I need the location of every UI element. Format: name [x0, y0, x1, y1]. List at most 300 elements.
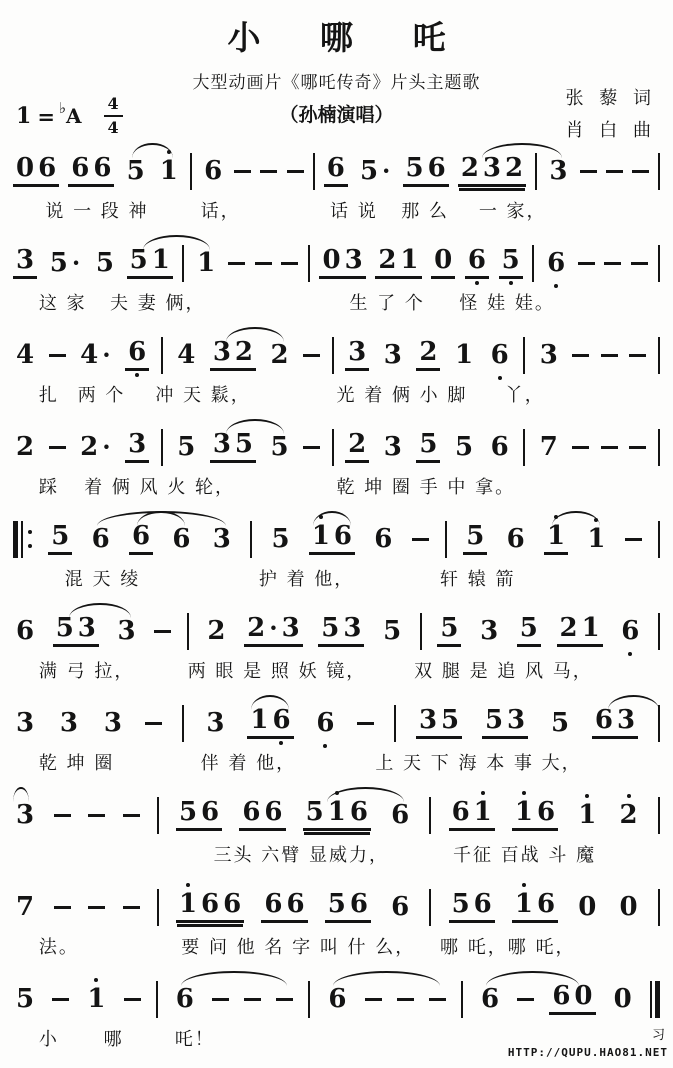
note: 3 [77, 613, 96, 643]
note: 0 [578, 892, 597, 922]
note-group [127, 247, 173, 279]
note-group [477, 618, 501, 644]
slur [143, 235, 210, 250]
note: 5 [484, 705, 504, 735]
barline [461, 981, 463, 1018]
note-group [77, 434, 113, 460]
note: 6 [201, 797, 220, 827]
note-group [325, 891, 371, 923]
barline [658, 337, 660, 374]
note: 1 [513, 891, 535, 917]
note-group [548, 710, 572, 736]
note-group [68, 155, 114, 187]
note: 1 [310, 523, 332, 549]
note-group [268, 434, 292, 460]
note-group [201, 158, 225, 184]
octave-dot-below [475, 281, 479, 285]
dash-note [397, 998, 414, 1001]
note: 5 [271, 524, 290, 554]
dash-note [572, 446, 589, 449]
note: 5 [51, 521, 70, 551]
song-subtitle: 大型动画片《哪吒传奇》片头主题歌 [192, 73, 481, 93]
dash-note [88, 814, 105, 817]
note: 5 [126, 156, 145, 186]
note: 5 [441, 705, 460, 735]
slur [226, 327, 284, 342]
barline [535, 153, 537, 190]
note: 3 [206, 708, 225, 738]
lyric-segment: 那 么 [401, 201, 449, 222]
note-group [452, 342, 476, 368]
note: 1 [545, 523, 567, 549]
slur [486, 971, 579, 986]
barline [532, 245, 534, 282]
note-group [517, 615, 541, 647]
barline [157, 889, 159, 926]
note-group [169, 526, 193, 552]
note: 6 [391, 800, 410, 830]
note-group [13, 342, 37, 368]
note: 6 [38, 153, 57, 183]
note-group [546, 158, 570, 184]
barline [658, 613, 660, 650]
note-group [416, 339, 440, 371]
notation-row [13, 608, 660, 654]
note: 3 [482, 153, 501, 183]
performer-label: （孙楠演唱） [279, 104, 394, 126]
note-group [129, 523, 153, 555]
note: 5 [16, 984, 35, 1014]
note: 5 [550, 708, 570, 738]
note-group [388, 894, 412, 920]
note: 5 [327, 889, 346, 919]
note: 7 [16, 892, 35, 922]
barline [445, 521, 447, 558]
note: 5 [466, 521, 485, 551]
note: 1 [197, 248, 216, 278]
note: 0 [322, 245, 341, 275]
note-group [244, 615, 303, 647]
note: 2 [505, 153, 524, 183]
octave-dot-below [554, 284, 558, 288]
notation-row [13, 516, 660, 562]
octave-dot-below [135, 373, 139, 377]
note: 6 [328, 984, 347, 1014]
key-tonic: A [66, 104, 82, 128]
dash-note [601, 354, 618, 357]
music-line [13, 332, 660, 406]
music-line [13, 884, 660, 958]
barline [161, 429, 163, 466]
lyric-segment: 上 天 下 海 本 事 大， [375, 753, 582, 774]
note-group [371, 526, 395, 552]
lyric-segment: 哪 [103, 1029, 124, 1050]
note: 4 [177, 340, 196, 370]
note: 1 [400, 245, 419, 275]
note-group [84, 986, 108, 1012]
barline [332, 337, 334, 374]
slur [69, 603, 131, 618]
note: 6 [537, 797, 556, 827]
slur [482, 143, 562, 158]
lyric-segment: 着 俩 风 火 轮， [84, 477, 236, 498]
note: 5 · [49, 248, 81, 278]
dash-note [234, 170, 251, 173]
barline [658, 521, 660, 558]
lyrics-row [13, 657, 660, 682]
note: 3 [343, 613, 362, 643]
note-group [125, 339, 149, 371]
notation-row [13, 700, 660, 746]
note: 2 [16, 432, 35, 462]
note-group [157, 158, 181, 184]
note: 2 [378, 245, 397, 275]
note: 6 [201, 889, 220, 919]
note-group [176, 891, 244, 923]
dash-note [606, 170, 623, 173]
lyric-segment: 吒！ [174, 1029, 215, 1050]
dash-note [303, 446, 320, 449]
note-group [611, 986, 635, 1012]
lyrics-row [13, 565, 660, 590]
note-group [478, 986, 502, 1012]
note-group [488, 434, 512, 460]
note: 1 [581, 613, 600, 643]
note: 5 [95, 248, 114, 278]
note: 5 [383, 616, 402, 646]
music-line [13, 148, 660, 222]
note: 2 [419, 337, 438, 367]
time-signature [104, 96, 123, 136]
note-group [176, 799, 222, 831]
note: 5 [234, 429, 254, 459]
page-title: 小 哪 吒 [227, 18, 470, 57]
note: 6 [466, 247, 488, 273]
note-group [77, 342, 113, 368]
octave-dot-above [186, 883, 190, 887]
note: 3 [480, 616, 499, 646]
lyric-segment: 丫， [504, 385, 545, 406]
note-group [537, 434, 561, 460]
note-group [345, 339, 369, 371]
barline [523, 337, 525, 374]
note-group [313, 710, 337, 736]
note: 6 [481, 984, 500, 1014]
dash-note [49, 354, 66, 357]
note-group [239, 799, 285, 831]
slur [333, 971, 440, 986]
barline [190, 153, 192, 190]
note-group [549, 983, 595, 1015]
note-group [13, 155, 59, 187]
note-group [357, 158, 393, 184]
note-group [89, 526, 113, 552]
note: 2 [618, 802, 640, 828]
note-group [544, 250, 568, 276]
note-group [303, 799, 371, 831]
dash-note [604, 262, 621, 265]
note-group [309, 523, 355, 555]
barline [394, 705, 396, 742]
note: 5 [451, 889, 470, 919]
lyrics-row [13, 749, 660, 774]
final-barline [650, 981, 660, 1018]
note-group [210, 526, 234, 552]
augmentation-dot: · [71, 248, 81, 277]
note-group [449, 891, 495, 923]
note: 3 [549, 156, 568, 186]
note: 6 [619, 618, 641, 644]
note: 3 [507, 705, 526, 735]
lyric-segment: 双 腿 是 追 风 马， [414, 661, 593, 682]
note: 3 [383, 340, 402, 370]
note-group [268, 342, 292, 368]
dash-note [580, 170, 597, 173]
octave-dot-below [509, 281, 513, 285]
music-line [13, 240, 660, 314]
dash-note [303, 354, 320, 357]
lyrics-row [13, 289, 660, 314]
note: 6 [349, 889, 368, 919]
time-top: 4 [104, 96, 123, 117]
lyrics-row [13, 381, 660, 406]
note: 5 [440, 613, 459, 643]
notation-row [13, 792, 660, 838]
note-group [584, 526, 608, 552]
note: 6 [374, 524, 393, 554]
note-group [416, 707, 462, 739]
music-lines [13, 148, 660, 1068]
note-group [13, 986, 37, 1012]
dash-note [212, 998, 229, 1001]
note-group [125, 431, 149, 463]
barline [658, 889, 660, 926]
note: 1 [85, 986, 107, 1012]
lyrics-row [13, 933, 660, 958]
dash-note [629, 446, 646, 449]
note-group [93, 250, 117, 276]
dash-note [54, 814, 71, 817]
note: 0 [619, 892, 638, 922]
lyric-segment: 轩 辕 箭 [440, 569, 516, 590]
dash-note [52, 998, 69, 1001]
note: 1 [177, 891, 199, 917]
note: 5 [500, 247, 522, 273]
note-group [268, 526, 292, 552]
note: 2 [348, 429, 367, 459]
lyric-segment: 混 天 绫 [64, 569, 141, 590]
notation-row [13, 240, 660, 286]
music-line [13, 424, 660, 498]
note: 3 [16, 800, 35, 830]
note-group [618, 618, 642, 644]
time-bottom: 4 [107, 118, 119, 137]
note-group [174, 342, 198, 368]
note-group [174, 434, 198, 460]
note: 6 [93, 153, 112, 183]
lyric-segment: 千征 百战 斗 魔 [452, 845, 597, 866]
note: 6 [175, 984, 194, 1014]
lyric-segment: 护 着 他， [258, 569, 355, 590]
note: 6 [91, 524, 110, 554]
notation-row [13, 976, 660, 1022]
lyric-segment: 乾 坤 圈 [38, 753, 115, 774]
note-group [47, 250, 83, 276]
note-group [458, 155, 526, 187]
note: 6 [204, 156, 223, 186]
dash-note [517, 998, 534, 1001]
note-group [512, 891, 558, 923]
note: 6 [132, 521, 151, 551]
note: 1 [585, 526, 607, 552]
note: 5 [178, 797, 198, 827]
note: 3 [281, 613, 300, 643]
dash-note [357, 722, 374, 725]
note: 6 [490, 432, 509, 462]
note: 5 [270, 432, 289, 462]
corner-mark: 习 [651, 1028, 665, 1043]
barline [658, 153, 660, 190]
note-group [13, 247, 37, 279]
lyric-segment: 夫 妻 俩， [110, 293, 206, 314]
lyric-segment: 哪 吒，哪 吒， [440, 937, 576, 958]
composer-credit: 肖 白 曲 [565, 119, 651, 141]
note: 1 [158, 158, 180, 184]
note-group [318, 615, 364, 647]
note: 6 [223, 889, 242, 919]
note-group [194, 250, 218, 276]
dash-note [123, 906, 140, 909]
note: 1 [455, 340, 474, 370]
dash-note [632, 170, 649, 173]
note: 3 [212, 524, 231, 554]
notation-row [13, 884, 660, 930]
note-group [537, 342, 561, 368]
lyric-segment: 冲 天 鬏， [155, 385, 251, 406]
lyrics-row [13, 197, 660, 222]
note-group [575, 894, 599, 920]
lyric-segment: 光 着 俩 小 脚 [336, 385, 468, 406]
note-group [13, 434, 37, 460]
octave-dot-below [498, 376, 502, 380]
note: 6 [473, 889, 492, 919]
slur [181, 971, 287, 986]
note-group [13, 802, 37, 828]
barline [182, 705, 184, 742]
lyric-segment: 生 了 个 [349, 293, 425, 314]
note: 6 [349, 797, 368, 827]
dash-note [629, 354, 646, 357]
dash-note [145, 722, 162, 725]
note: 5 [177, 432, 196, 462]
lyric-segment: 三头 六臂 显威力， [213, 845, 390, 866]
note: 6 [537, 889, 556, 919]
music-line [13, 976, 660, 1050]
repeat-dots [28, 530, 32, 548]
lyric-segment: 扎 [38, 385, 59, 406]
dash-note [88, 906, 105, 909]
note-group [388, 802, 412, 828]
barline [658, 429, 660, 466]
note: 1 [513, 799, 535, 825]
note-group [544, 523, 568, 555]
note: 3 [117, 616, 136, 646]
dash-note [578, 262, 595, 265]
note: 3 [348, 337, 367, 367]
note: 3 [103, 708, 122, 738]
note: 6 [286, 889, 305, 919]
note-group [482, 707, 528, 739]
octave-dot-above [627, 794, 631, 798]
note-group [210, 339, 256, 371]
note-group [115, 618, 139, 644]
note: 2 [460, 153, 479, 183]
dash-note [625, 538, 642, 541]
note: 3 [616, 705, 636, 735]
note: 5 · [359, 156, 391, 186]
dash-note [601, 446, 618, 449]
note: 4 [16, 340, 35, 370]
note-group [381, 342, 405, 368]
note-group [617, 894, 641, 920]
note-group [381, 434, 405, 460]
note-group [575, 802, 599, 828]
note: 3 [383, 432, 402, 462]
note: 7 [539, 432, 558, 462]
lyric-segment: 话， [200, 201, 241, 222]
note-group [375, 247, 421, 279]
lyric-segment: 两 眼 是 照 妖 镜， [187, 661, 367, 682]
dash-note [54, 906, 71, 909]
note-group [449, 799, 495, 831]
slur [13, 787, 29, 802]
augmentation-dot: · [102, 340, 111, 369]
octave-dot-above [522, 883, 526, 887]
note-group [48, 523, 72, 555]
note: 6 [326, 153, 345, 183]
barline [420, 613, 422, 650]
note: 6 [270, 707, 292, 733]
octave-dot-above [522, 791, 526, 795]
note: 0 [16, 153, 35, 183]
note-group [173, 986, 197, 1012]
note: 5 [455, 432, 474, 462]
key-signature [16, 96, 123, 136]
note-group [416, 431, 440, 463]
note: 0 [574, 981, 593, 1011]
barline [187, 613, 189, 650]
note: 6 [427, 153, 446, 183]
note: 1 [576, 802, 598, 828]
dash-note [154, 630, 171, 633]
note: 4 · [80, 340, 111, 370]
note: 6 [391, 892, 410, 922]
music-line [13, 792, 660, 866]
note-group [13, 618, 37, 644]
note: 5 [129, 245, 148, 275]
lyricist-credit: 张 藜 词 [565, 88, 651, 109]
note: 6 [545, 250, 567, 276]
slur [251, 695, 290, 710]
dash-note [276, 998, 293, 1001]
note: 3 [418, 705, 438, 735]
octave-dot-above [94, 978, 98, 982]
barline [429, 889, 431, 926]
note: 6 [506, 524, 525, 554]
augmentation-dot: · [102, 432, 111, 461]
dash-note [281, 262, 298, 265]
credits [566, 83, 651, 146]
